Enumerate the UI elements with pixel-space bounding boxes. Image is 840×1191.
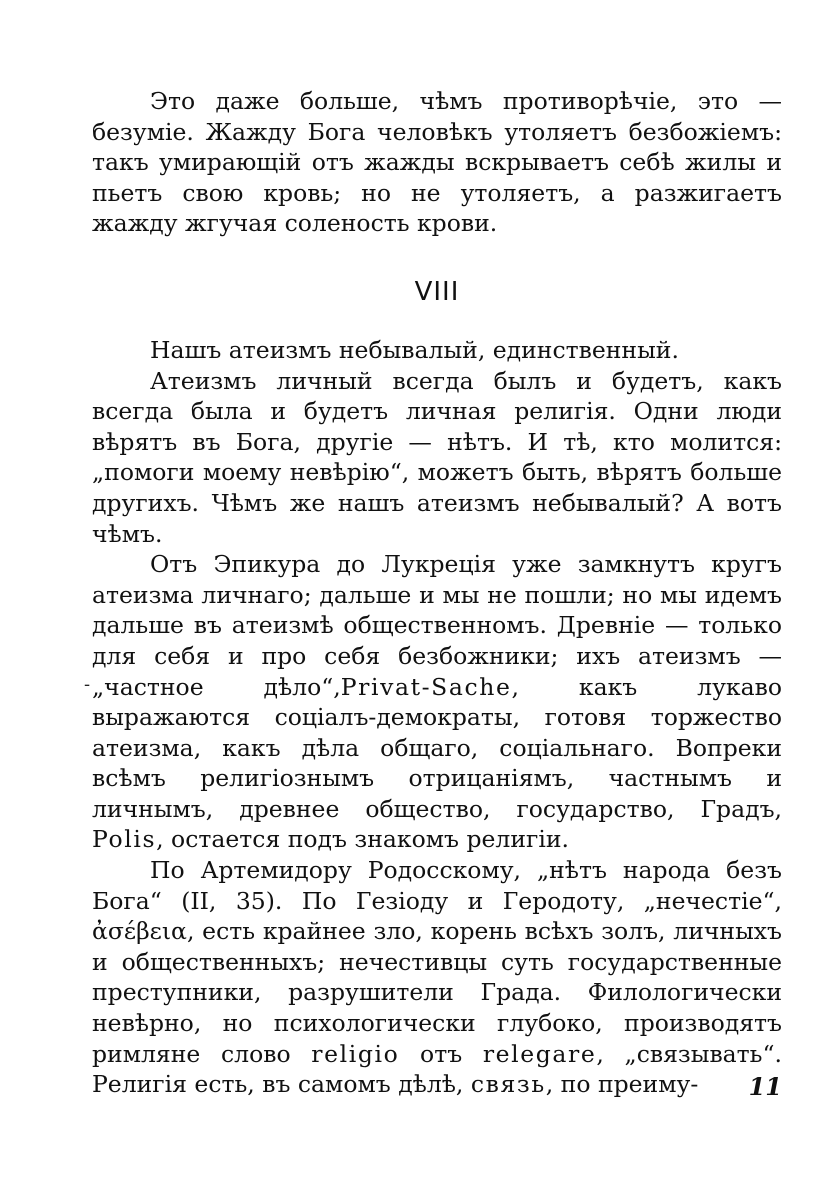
term-relegare: relegare [482,1039,597,1068]
paragraph-4 [92,855,782,1100]
intro-paragraph: Это даже больше, чѣмъ противорѣчіе, это — безуміе. Жажду Бога человѣкъ утоляетъ безбожіемъ: такъ умирающій отъ жажды вскрываетъ себѣ жилы и пьетъ свою кровь; но не утоляетъ, а разжигаетъ жажду жгучая соленость крови. [92,87,782,238]
paragraph-1: Нашъ атеизмъ небывалый, единственный. [150,335,679,364]
paragraph-4-text-b: , есть крайнее зло, корень всѣхъ золъ, личныхъ и общественныхъ; нечестивцы суть государственные преступники, разрушители Града. Филологически невѣрно, но психологически глубоко, производятъ римляне слово [92,917,782,1068]
paragraph-3-text-c: , остается подъ знакомъ религіи. [156,825,569,854]
paragraph-4-text-a: По Артемидору Родосскому, „нѣтъ народа безъ Бога“ (II, 35). По Гезіоду и Геродоту, „нечестіе“, [92,856,782,915]
term-religio: religio [311,1039,400,1068]
paragraph-2: Атеизмъ личный всегда былъ и будетъ, какъ всегда была и будетъ личная религія. Одни люди вѣрятъ въ Бога, другіе — нѣтъ. И тѣ, кто молится: „помоги моему невѣрію“, можетъ быть, вѣрятъ больше другихъ. Чѣмъ же нашъ атеизмъ небывалый? А вотъ чѣмъ. [92,366,782,548]
paragraph-4-text-c: отъ [420,1039,463,1068]
margin-mark: - [84,674,91,695]
paragraph-4-text-e: , по преиму- [545,1070,699,1099]
term-privat-sache: Privat-Sache [340,672,512,701]
term-svyaz: связь [470,1070,546,1099]
paragraph-3 [92,549,782,855]
term-polis: Polis [92,825,157,854]
page-number: 11 [748,1072,782,1101]
paragraph-3-text-a: Отъ Эпикура до Лукреція уже замкнутъ кругъ атеизма личнаго; дальше и мы не пошли; но мы идемъ дальше въ атеизмѣ общественномъ. Древніе — только для себя и про себя безбожники; ихъ атеизмъ — „частное дѣло“, [92,550,782,701]
greek-term-asebeia: ἀσέβεια [92,917,187,946]
paragraph-4-text-d: , „связывать“. Религія есть, въ самомъ дѣлѣ, [92,1039,782,1099]
chapter-heading: VIII [414,276,460,307]
paragraph-3-text-b: , какъ лукаво выражаются соціалъ-демократы, готовя торжество атеизма, какъ дѣла общаго, соціальнаго. Вопреки всѣмъ религіознымъ отрицаніямъ, частнымъ и личнымъ, древнее общество, государство, Градъ, [92,672,782,823]
book-page-text [92,86,782,1100]
